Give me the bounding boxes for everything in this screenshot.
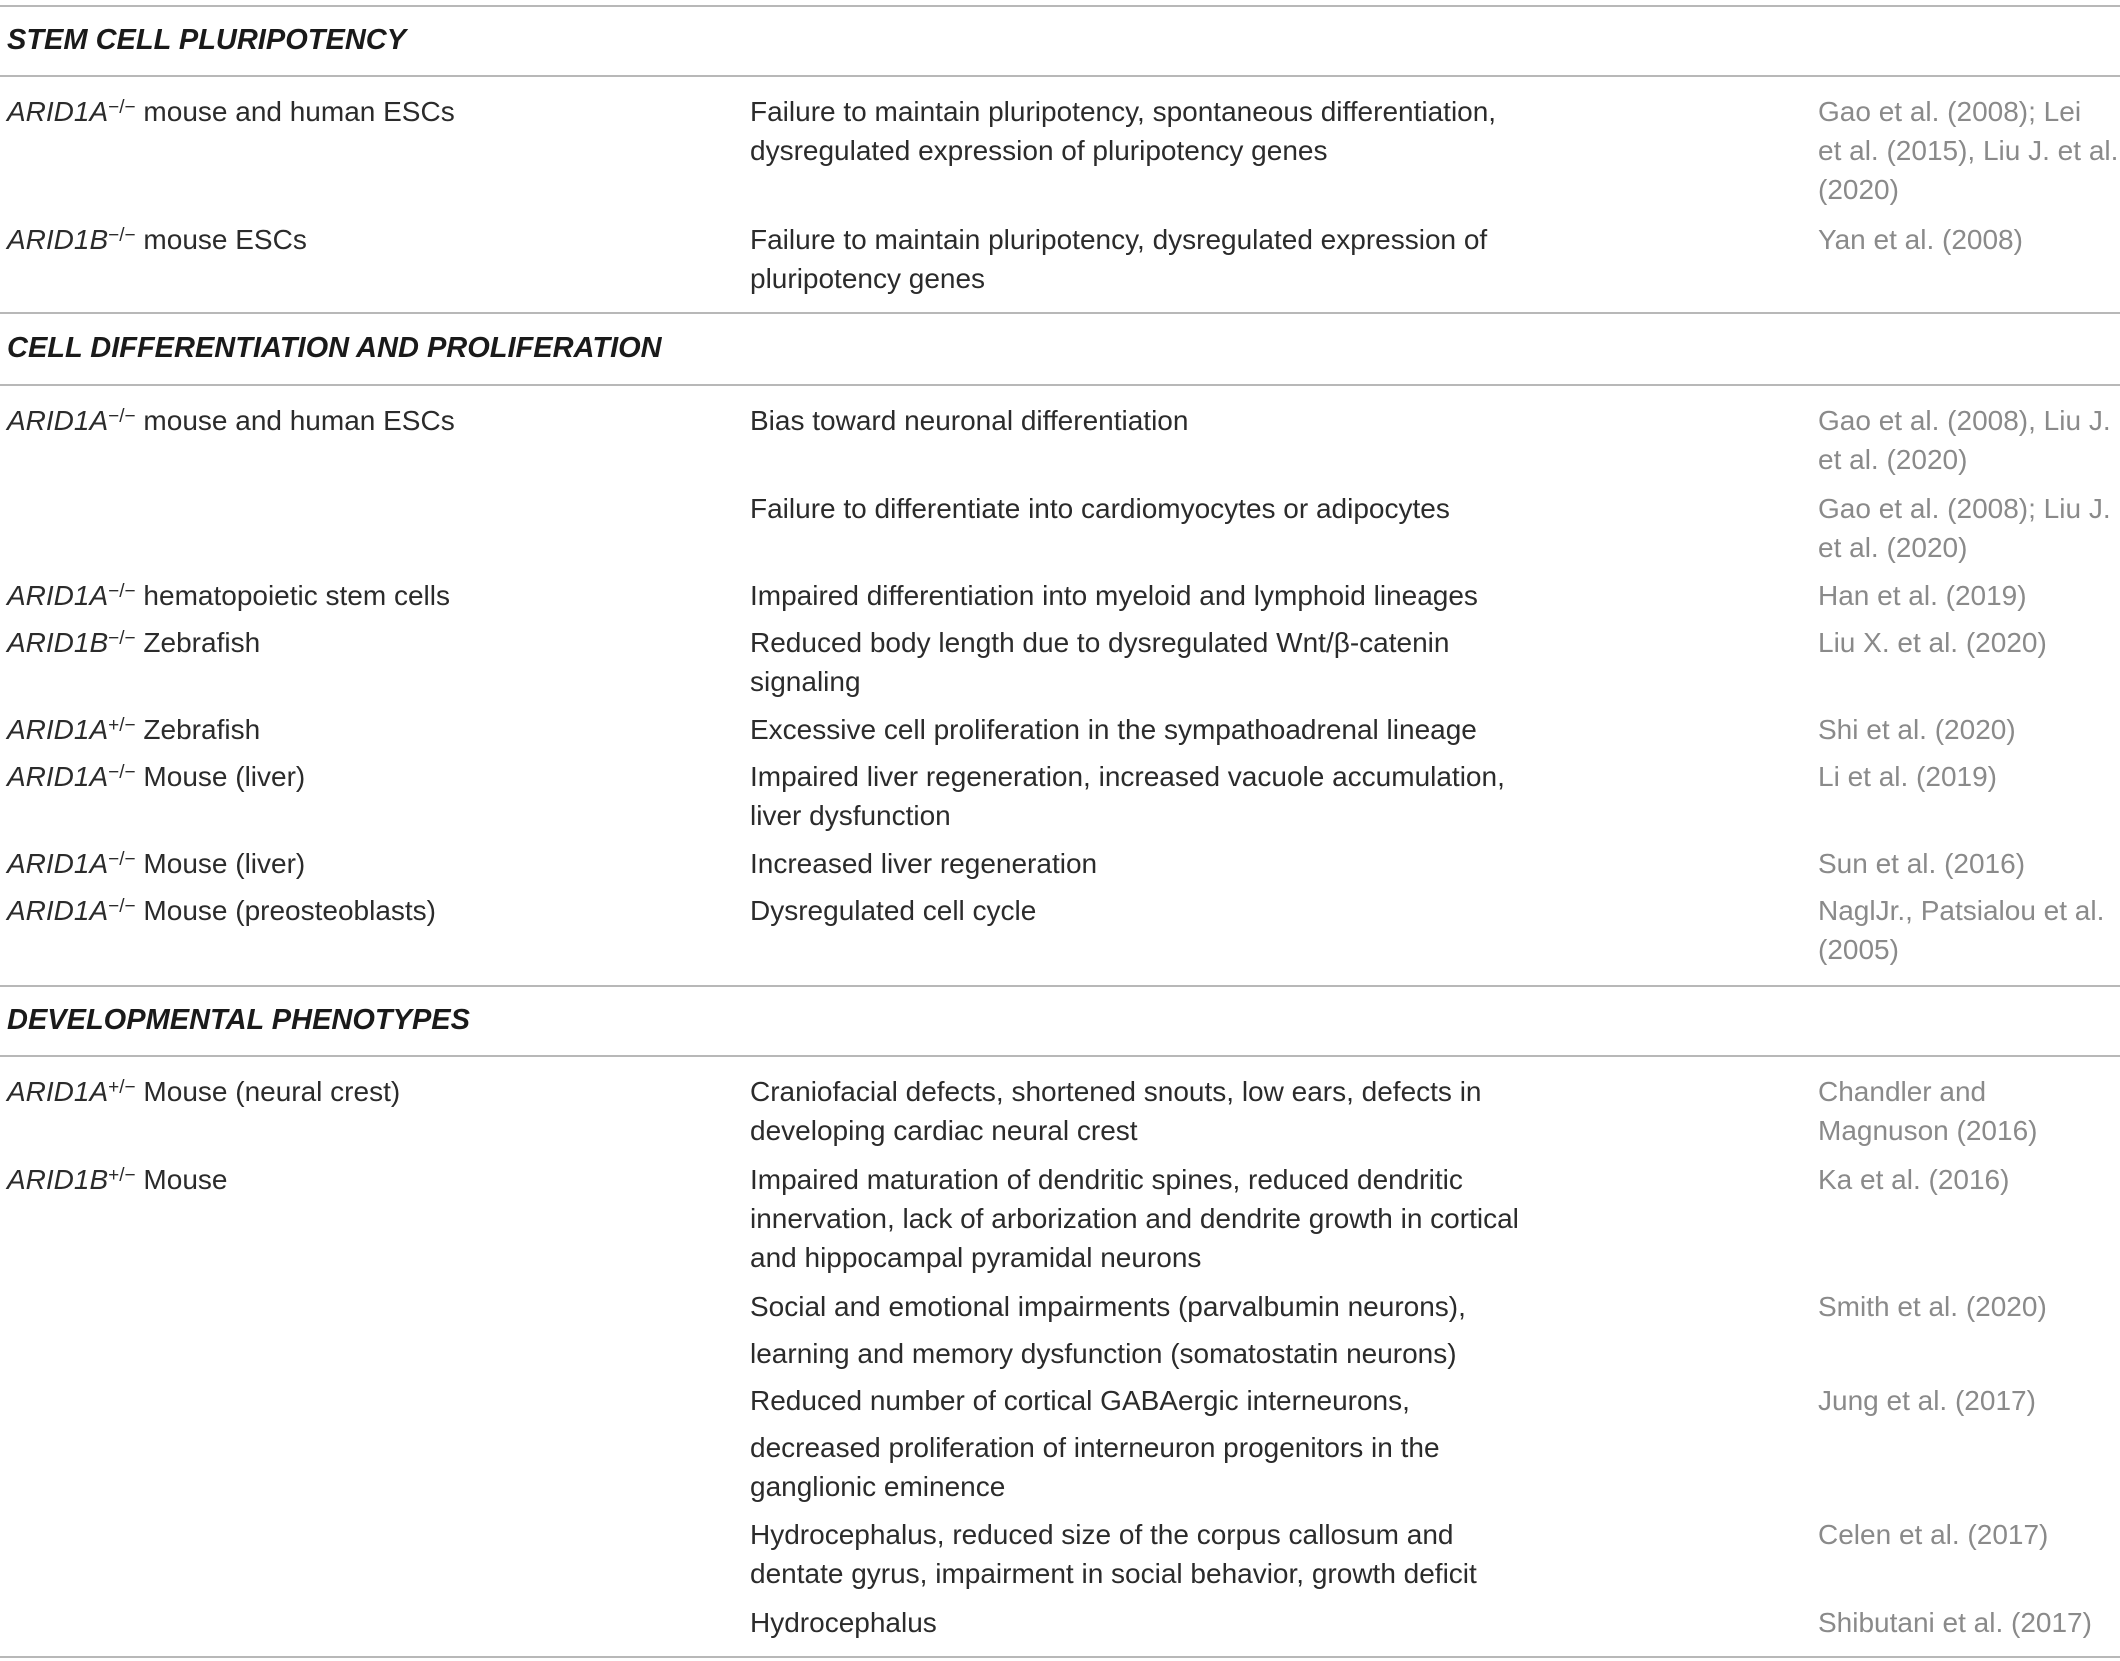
section-rule: [0, 985, 2120, 987]
table-cell-phenotype: dentate gyrus, impairment in social behavior, growth deficit: [750, 1558, 1477, 1589]
model-text: mouse ESCs: [135, 224, 307, 255]
table-cell-reference: Sun et al. (2016): [1818, 848, 2026, 879]
table-cell-reference: Gao et al. (2008); Lei: [1818, 96, 2082, 127]
table-cell-model: [7, 576, 450, 615]
table-cell-model: [7, 1160, 227, 1199]
model-text: Mouse (liver): [135, 848, 306, 879]
section-heading-developmental: DEVELOPMENTAL PHENOTYPES: [7, 1004, 470, 1036]
table-cell-phenotype: Failure to differentiate into cardiomyocytes or adipocytes: [750, 493, 1450, 524]
gene-name: ARID1A: [7, 96, 109, 127]
genotype-superscript: +/−: [108, 1077, 136, 1098]
table-cell-phenotype: Increased liver regeneration: [750, 848, 1098, 879]
section-rule: [0, 312, 2120, 314]
table-cell-phenotype: Excessive cell proliferation in the sympathoadrenal lineage: [750, 714, 1477, 745]
genotype-superscript: −/−: [108, 896, 136, 917]
model-text: hematopoietic stem cells: [135, 580, 450, 611]
table-cell-reference: Liu X. et al. (2020): [1818, 627, 2047, 658]
gene-name: ARID1A: [7, 405, 109, 436]
table-cell-reference: Celen et al. (2017): [1818, 1519, 2049, 1550]
gene-name: ARID1A: [7, 580, 109, 611]
table-cell-phenotype: dysregulated expression of pluripotency genes: [750, 135, 1328, 166]
table-cell-reference: Shi et al. (2020): [1818, 714, 2016, 745]
gene-name: ARID1A: [7, 848, 109, 879]
genotype-superscript: −/−: [108, 849, 136, 870]
table-cell-phenotype: Dysregulated cell cycle: [750, 895, 1037, 926]
model-text: Mouse (neural crest): [135, 1076, 401, 1107]
genotype-superscript: −/−: [108, 762, 136, 783]
model-text: Mouse (liver): [135, 761, 306, 792]
table-cell-reference: Magnuson (2016): [1818, 1115, 2038, 1146]
table-cell-reference: Li et al. (2019): [1818, 761, 1997, 792]
table-bottom-rule: [0, 1656, 2120, 1658]
table-cell-phenotype: Impaired differentiation into myeloid and lymphoid lineages: [750, 580, 1478, 611]
table-cell-phenotype: Hydrocephalus: [750, 1607, 937, 1638]
table-cell-phenotype: Reduced number of cortical GABAergic interneurons,: [750, 1385, 1410, 1416]
table-cell-phenotype: Impaired maturation of dendritic spines, reduced dendritic: [750, 1164, 1463, 1195]
gene-name: ARID1A: [7, 761, 109, 792]
table-cell-phenotype: liver dysfunction: [750, 800, 951, 831]
genotype-superscript: −/−: [108, 628, 136, 649]
model-text: mouse and human ESCs: [135, 96, 455, 127]
genotype-superscript: −/−: [108, 97, 136, 118]
table-cell-reference: Shibutani et al. (2017): [1818, 1607, 2092, 1638]
table-cell-reference: Gao et al. (2008); Liu J.: [1818, 493, 2111, 524]
genotype-superscript: +/−: [108, 715, 136, 736]
table-cell-model: [7, 92, 455, 131]
table-cell-reference: Gao et al. (2008), Liu J.: [1818, 405, 2111, 436]
table-cell-phenotype: Reduced body length due to dysregulated Wnt/β-catenin: [750, 627, 1450, 658]
table-cell-model: [7, 844, 305, 883]
table-cell-phenotype: Failure to maintain pluripotency, spontaneous differentiation,: [750, 96, 1497, 127]
model-text: Mouse: [135, 1164, 228, 1195]
table-cell-reference: (2005): [1818, 934, 1899, 965]
gene-name: ARID1B: [7, 224, 109, 255]
genotype-superscript: −/−: [108, 225, 136, 246]
gene-name: ARID1A: [7, 895, 109, 926]
genotype-superscript: −/−: [108, 581, 136, 602]
model-text: Zebrafish: [135, 627, 261, 658]
gene-name: ARID1A: [7, 1076, 109, 1107]
model-text: Mouse (preosteoblasts): [135, 895, 436, 926]
table-cell-reference: NaglJr., Patsialou et al.: [1818, 895, 2105, 926]
section-rule: [0, 384, 2120, 386]
table-cell-reference: Smith et al. (2020): [1818, 1291, 2047, 1322]
model-text: mouse and human ESCs: [135, 405, 455, 436]
table-cell-model: [7, 623, 260, 662]
table-cell-reference: Yan et al. (2008): [1818, 224, 2023, 255]
table-cell-reference: (2020): [1818, 174, 1899, 205]
genotype-superscript: +/−: [108, 1165, 136, 1186]
table-cell-reference: et al. (2020): [1818, 532, 1968, 563]
table-cell-phenotype: innervation, lack of arborization and dendrite growth in cortical: [750, 1203, 1519, 1234]
model-text: Zebrafish: [135, 714, 261, 745]
table-cell-model: [7, 401, 455, 440]
table-cell-reference: Ka et al. (2016): [1818, 1164, 2010, 1195]
gene-name: ARID1B: [7, 1164, 109, 1195]
section-heading-differentiation: CELL DIFFERENTIATION AND PROLIFERATION: [7, 332, 662, 364]
table-cell-phenotype: signaling: [750, 666, 861, 697]
table-cell-phenotype: Bias toward neuronal differentiation: [750, 405, 1189, 436]
genotype-superscript: −/−: [108, 406, 136, 427]
table-cell-reference: Chandler and: [1818, 1076, 1987, 1107]
table-cell-phenotype: Failure to maintain pluripotency, dysregulated expression of: [750, 224, 1488, 255]
table-cell-phenotype: Hydrocephalus, reduced size of the corpus callosum and: [750, 1519, 1454, 1550]
table-cell-model: [7, 1072, 400, 1111]
table-cell-phenotype: pluripotency genes: [750, 263, 986, 294]
table-cell-phenotype: ganglionic eminence: [750, 1471, 1006, 1502]
table-cell-model: [7, 710, 260, 749]
table-cell-phenotype: decreased proliferation of interneuron progenitors in the: [750, 1432, 1440, 1463]
section-heading-pluripotency: STEM CELL PLURIPOTENCY: [7, 24, 407, 56]
table-cell-reference: et al. (2020): [1818, 444, 1968, 475]
section-rule: [0, 1055, 2120, 1057]
table-top-rule: [0, 5, 2120, 7]
table-cell-phenotype: learning and memory dysfunction (somatostatin neurons): [750, 1338, 1457, 1369]
table-cell-model: [7, 891, 436, 930]
table-cell-reference: Han et al. (2019): [1818, 580, 2027, 611]
section-rule: [0, 75, 2120, 77]
table-cell-phenotype: Impaired liver regeneration, increased vacuole accumulation,: [750, 761, 1505, 792]
table-cell-phenotype: developing cardiac neural crest: [750, 1115, 1138, 1146]
table-cell-model: [7, 220, 307, 259]
table-cell-reference: et al. (2015), Liu J. et al.: [1818, 135, 2119, 166]
table-cell-phenotype: and hippocampal pyramidal neurons: [750, 1242, 1202, 1273]
table-cell-phenotype: Social and emotional impairments (parvalbumin neurons),: [750, 1291, 1466, 1322]
table-cell-phenotype: Craniofacial defects, shortened snouts, low ears, defects in: [750, 1076, 1482, 1107]
gene-name: ARID1A: [7, 714, 109, 745]
gene-name: ARID1B: [7, 627, 109, 658]
table-cell-reference: Jung et al. (2017): [1818, 1385, 2036, 1416]
table-cell-model: [7, 757, 305, 796]
